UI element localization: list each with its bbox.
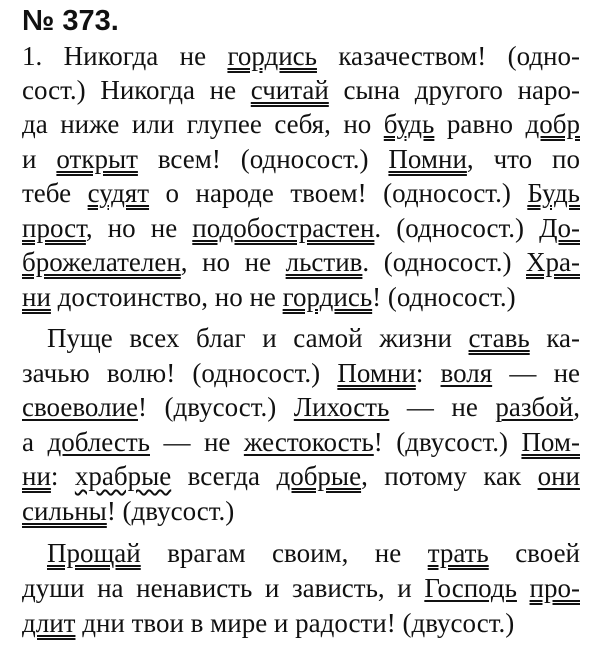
text-segment: : bbox=[50, 461, 75, 491]
predicate-underline: Пом- bbox=[521, 427, 580, 457]
text-segment: достоинство, но не bbox=[50, 282, 283, 312]
text-segment: сост.) Никогда не bbox=[22, 75, 251, 105]
text-line bbox=[22, 571, 580, 605]
predicate-underline: судят bbox=[87, 178, 150, 208]
predicate-underline: Помни bbox=[337, 358, 416, 388]
text-segment: . (односост.) bbox=[362, 247, 527, 277]
predicate-underline: подобострастен bbox=[192, 213, 375, 243]
text-line bbox=[22, 459, 580, 493]
predicate-underline: трать bbox=[427, 538, 489, 568]
text-line bbox=[22, 73, 580, 107]
predicate-underline: ни bbox=[22, 461, 51, 491]
predicate-underline: будь bbox=[383, 109, 435, 139]
text-segment: — не bbox=[492, 358, 580, 388]
subject-underline: разбой bbox=[495, 392, 574, 422]
text-segment: : bbox=[415, 358, 441, 388]
predicate-underline: открыт bbox=[56, 144, 138, 174]
text-line bbox=[22, 39, 580, 73]
adjective-underline: храбрые bbox=[74, 461, 172, 491]
predicate-underline: добр bbox=[525, 109, 580, 139]
text-line bbox=[22, 356, 580, 390]
text-segment: тебе bbox=[22, 178, 88, 208]
subject-underline: своеволие bbox=[22, 392, 138, 422]
text-segment: ! (двусост.) bbox=[137, 392, 294, 422]
text-segment: казачеством! (одно- bbox=[316, 41, 580, 71]
text-segment: души на ненависть и зависть, и bbox=[22, 573, 425, 603]
text-segment: ! (односост.) bbox=[372, 282, 516, 312]
text-segment: и bbox=[22, 144, 57, 174]
text-segment: а bbox=[22, 427, 48, 457]
text-segment: . (односост.) bbox=[374, 213, 540, 243]
text-segment: зачью волю! (односост.) bbox=[22, 358, 338, 388]
text-segment: , но не bbox=[180, 247, 286, 277]
subject-underline: доблесть bbox=[47, 427, 150, 457]
text-line bbox=[22, 142, 580, 176]
predicate-underline: Будь bbox=[527, 178, 580, 208]
subject-underline: Лихость bbox=[293, 392, 390, 422]
text-line bbox=[22, 211, 580, 245]
predicate-underline: сильны bbox=[22, 496, 107, 526]
predicate-underline: брожелателен bbox=[22, 247, 181, 277]
text-line bbox=[22, 245, 580, 279]
text-segment: ка- bbox=[529, 323, 580, 353]
subject-underline: жестокость bbox=[243, 427, 374, 457]
predicate-underline: про- bbox=[529, 573, 580, 603]
text-segment bbox=[517, 573, 530, 603]
predicate-underline: льстив bbox=[285, 247, 363, 277]
predicate-underline: Прощай bbox=[47, 538, 141, 568]
text-segment: , bbox=[573, 392, 580, 422]
text-line bbox=[22, 606, 580, 640]
text-line bbox=[22, 176, 580, 210]
text-segment: 1. Никогда не bbox=[22, 41, 228, 71]
text-segment: врагам своим, не bbox=[140, 538, 428, 568]
text-segment: , что по bbox=[466, 144, 580, 174]
subject-underline: воля bbox=[440, 358, 493, 388]
subject-underline: Господь bbox=[424, 573, 517, 603]
predicate-underline: До- bbox=[539, 213, 580, 243]
exercise-number: № 373. bbox=[22, 5, 119, 37]
text-segment: своей bbox=[488, 538, 580, 568]
text-line bbox=[22, 280, 580, 314]
text-segment: — не bbox=[150, 427, 244, 457]
text-segment: Пуще всех благ и самой жизни bbox=[47, 323, 469, 353]
text-segment: , потому как bbox=[361, 461, 538, 491]
predicate-underline: считай bbox=[250, 75, 329, 105]
predicate-underline: длит bbox=[22, 608, 76, 638]
text-segment: всегда bbox=[171, 461, 277, 491]
text-segment: ! (двусост.) bbox=[106, 496, 235, 526]
subject-underline: они bbox=[537, 461, 580, 491]
text-line bbox=[22, 321, 580, 355]
text-segment: о народе твоем! (односост.) bbox=[149, 178, 528, 208]
text-line bbox=[22, 107, 580, 141]
text-segment: — не bbox=[389, 392, 496, 422]
text-segment: всем! (односост.) bbox=[137, 144, 389, 174]
predicate-underline: Хра- bbox=[526, 247, 580, 277]
predicate-underline: прост bbox=[22, 213, 86, 243]
text-segment: ! (двусост.) bbox=[373, 427, 522, 457]
predicate-underline: Помни bbox=[388, 144, 467, 174]
text-segment: сына другого наро- bbox=[328, 75, 581, 105]
text-segment: равно bbox=[434, 109, 526, 139]
text-segment: дни твои в мире и радости! (двусост.) bbox=[75, 608, 515, 638]
predicate-underline: ставь bbox=[468, 323, 530, 353]
text-line bbox=[22, 390, 580, 424]
text-segment: , но не bbox=[85, 213, 193, 243]
text-line bbox=[22, 494, 580, 528]
text-segment: да ниже или глупее себя, но bbox=[22, 109, 384, 139]
predicate-underline: гордись bbox=[227, 41, 317, 71]
text-line bbox=[22, 536, 580, 570]
predicate-underline: гордись bbox=[282, 282, 373, 312]
text-line bbox=[22, 425, 580, 459]
predicate-underline: добрые bbox=[276, 461, 362, 491]
predicate-underline: ни bbox=[22, 282, 51, 312]
